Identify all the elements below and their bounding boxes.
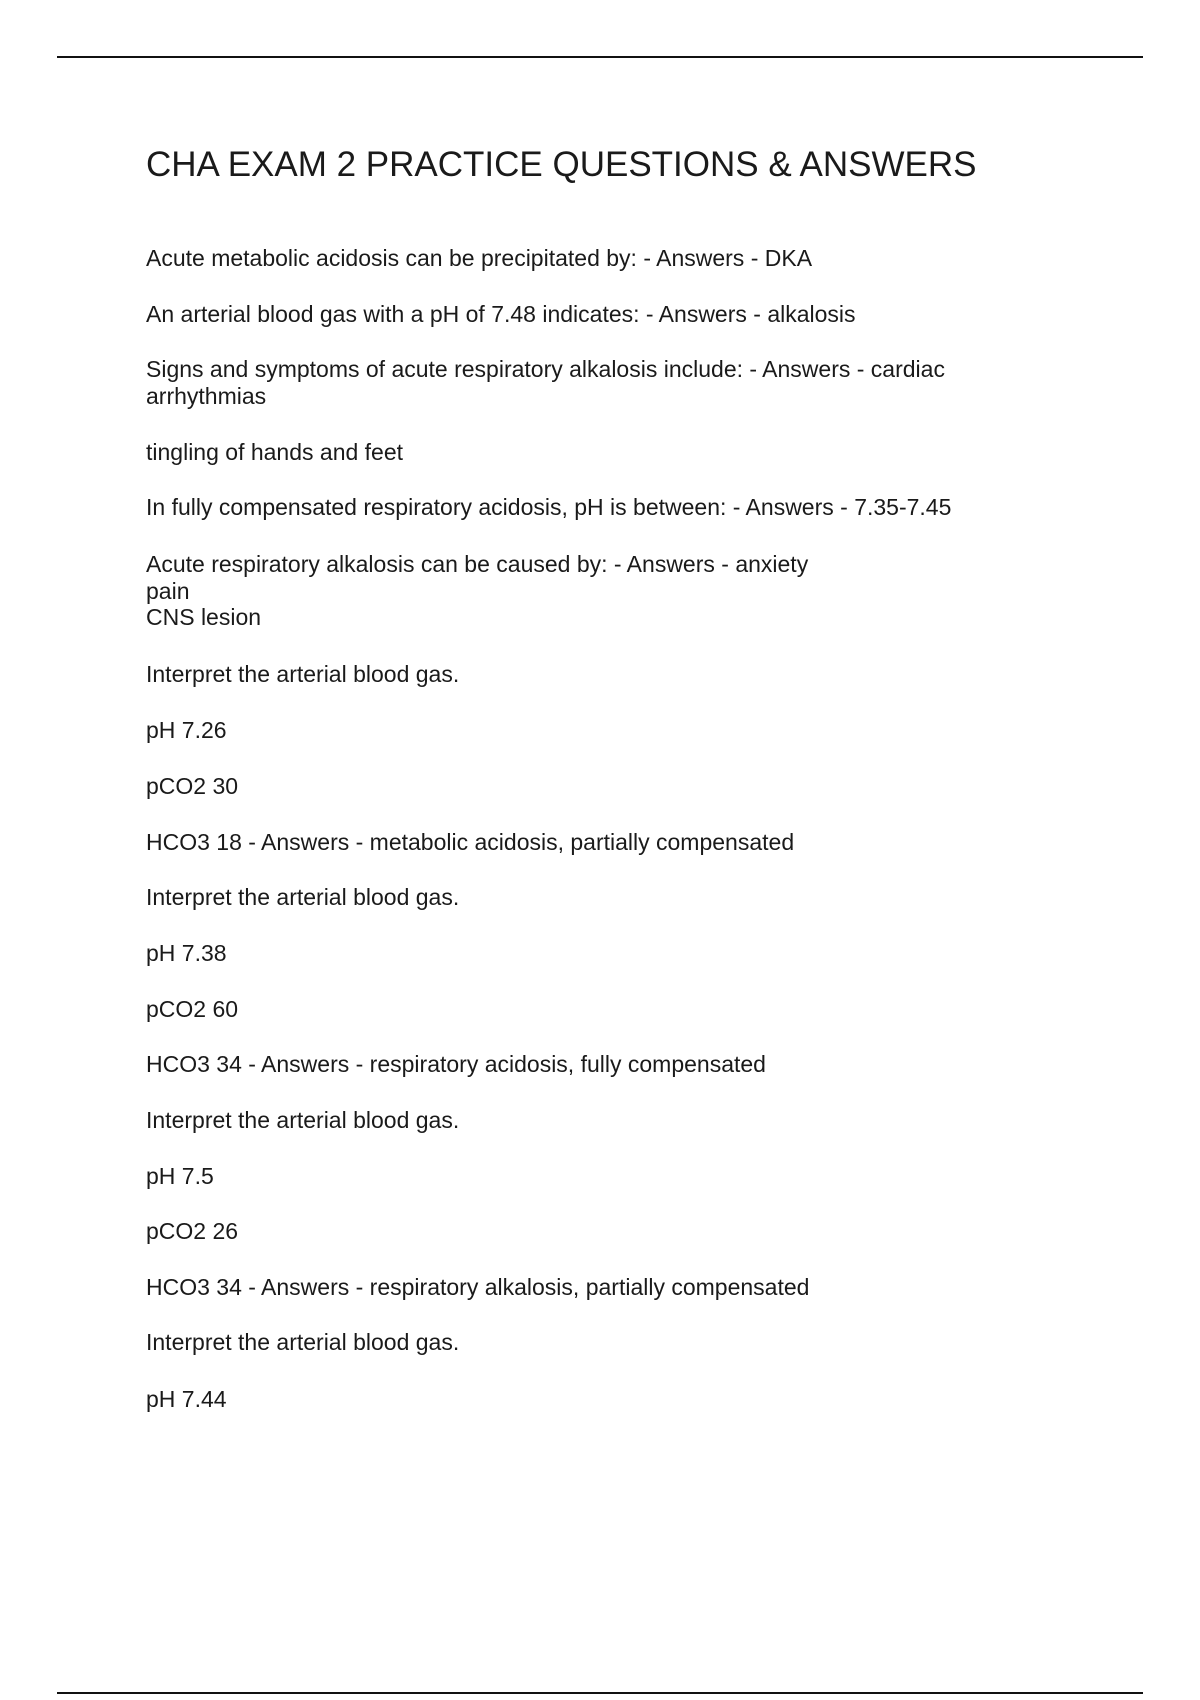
- text-line: Interpret the arterial blood gas.: [146, 661, 460, 687]
- text-line: HCO3 34 - Answers - respiratory alkalosis, partially compensated: [146, 1274, 810, 1300]
- text-line: In fully compensated respiratory acidosis, pH is between: - Answers - 7.35-7.45: [146, 494, 952, 520]
- text-line: Interpret the arterial blood gas.: [146, 1329, 460, 1355]
- text-line: tingling of hands and feet: [146, 439, 404, 465]
- text-line: Interpret the arterial blood gas.: [146, 884, 460, 910]
- text-line: Signs and symptoms of acute respiratory alkalosis include: - Answers - cardiac: [146, 356, 945, 382]
- text-line: pH 7.5: [146, 1163, 214, 1189]
- text-line: pCO2 60: [146, 996, 239, 1022]
- top-rule: [57, 56, 1143, 58]
- text-line: Acute metabolic acidosis can be precipitated by: - Answers - DKA: [146, 245, 813, 271]
- text-line: pH 7.38: [146, 940, 227, 966]
- text-line: pain: [146, 578, 190, 604]
- text-line: pH 7.26: [146, 717, 227, 743]
- text-line: Interpret the arterial blood gas.: [146, 1107, 460, 1133]
- text-line: CNS lesion: [146, 604, 262, 630]
- text-line: HCO3 18 - Answers - metabolic acidosis, partially compensated: [146, 829, 795, 855]
- bottom-rule: [57, 1692, 1143, 1694]
- text-line: arrhythmias: [146, 383, 267, 409]
- text-line: An arterial blood gas with a pH of 7.48 indicates: - Answers - alkalosis: [146, 301, 856, 327]
- text-line: pH 7.44: [146, 1386, 227, 1412]
- page-title: CHA EXAM 2 PRACTICE QUESTIONS & ANSWERS: [146, 145, 977, 184]
- text-line: pCO2 26: [146, 1218, 239, 1244]
- text-line: HCO3 34 - Answers - respiratory acidosis, fully compensated: [146, 1051, 766, 1077]
- text-line: Acute respiratory alkalosis can be caused by: - Answers - anxiety: [146, 551, 809, 577]
- text-line: pCO2 30: [146, 773, 239, 799]
